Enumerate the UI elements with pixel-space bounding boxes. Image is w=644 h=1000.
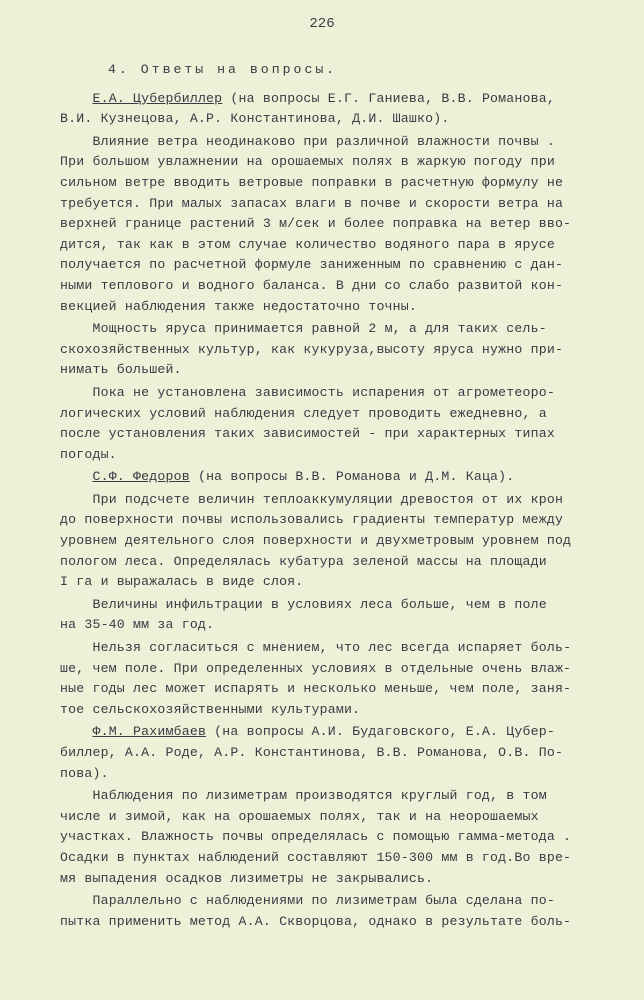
paragraph-text: (на вопросы А.И. Будаговского, Е.А. Цубер- биллер, А.А. Роде, А.Р. Константинова, В.В. Романова, О.В. По- пова). (60, 724, 564, 781)
speaker-name: С.Ф. Федоров (92, 469, 190, 485)
section-heading: 4. Ответы на вопросы. (108, 62, 338, 77)
paragraph: Влияние ветра неодинаково при различной влажности почвы . При большом увлажнении на орошаемых полях в жаркую погоду при сильном ветре вводить ветровые поправки в расчетную формулу не требуется. При малых запасах влаги в почве и скорости ветра на верхней границе растений 3 м/сек и более поправка на ветер вво- дится, так как в этом случае количество водяного пара в ярусе получается по расчетной формуле заниженным по сравнению с дан- ными теплового и водного баланса. В дни со слабо развитой кон- векцией наблюдения также недостаточно точны. (60, 133, 572, 314)
paragraph: Мощность яруса принимается равной 2 м, а для таких сель- скохозяйственных культур, как кукуруза,высоту яруса нужно при- нимать большей. (60, 321, 564, 378)
paragraph-text: (на вопросы Е.Г. Ганиева, В.В. Романова, В.И. Кузнецова, А.Р. Константинова, Д.И. Шашко). (60, 90, 555, 127)
paragraph (60, 89, 600, 130)
document-body (60, 60, 600, 934)
speaker-name: Ф.М. Рахимбаев (92, 724, 207, 740)
page-number: 226 (309, 16, 335, 32)
paragraph: Величины инфильтрации в условиях леса больше, чем в поле на 35-40 мм за год. (60, 596, 547, 633)
speaker-name: Е.А. Цубербиллер (92, 90, 223, 106)
paragraph: Параллельно с наблюдениями по лизиметрам была сделана по- пытка применить метод А.А. Скворцова, однако в результате боль- (60, 893, 572, 929)
paragraph: При подсчете величин теплоаккумуляции древостоя от их крон до поверхности почвы использовались градиенты температур между уровнем деятельного слоя поверхности и двухметровым уровнем под пологом леса. Определялась кубатура зеленой массы на площади I га и выражалась в виде слоя. (60, 491, 572, 590)
paragraph: Нельзя согласиться с мнением, что лес всегда испаряет боль- ше, чем поле. При определенных условиях в отдельные очень влаж- ные годы лес может испарять и несколько меньше, чем поле, заня- тое сельскохозяйственными культурами. (60, 640, 572, 717)
paragraph: Пока не установлена зависимость испарения от агрометеоро- логических условий наблюдения следует проводить ежедневно, а после установления таких зависимостей - при характерных типах погоды. (60, 384, 555, 462)
paragraph (60, 467, 600, 488)
paragraph-list (60, 89, 600, 933)
paragraph (60, 722, 600, 784)
paragraph: Наблюдения по лизиметрам производятся круглый год, в том числе и зимой, как на орошаемых полях, так и на неорошаемых участках. Влажность почвы определялась с помощью гамма-метода . Осадки в пунктах наблюдений составляют 150-300 мм в год.Во вре- мя выпадения осадков лизиметры не закрывались. (60, 788, 572, 886)
paragraph-text: (на вопросы В.В. Романова и Д.М. Каца). (189, 469, 515, 485)
